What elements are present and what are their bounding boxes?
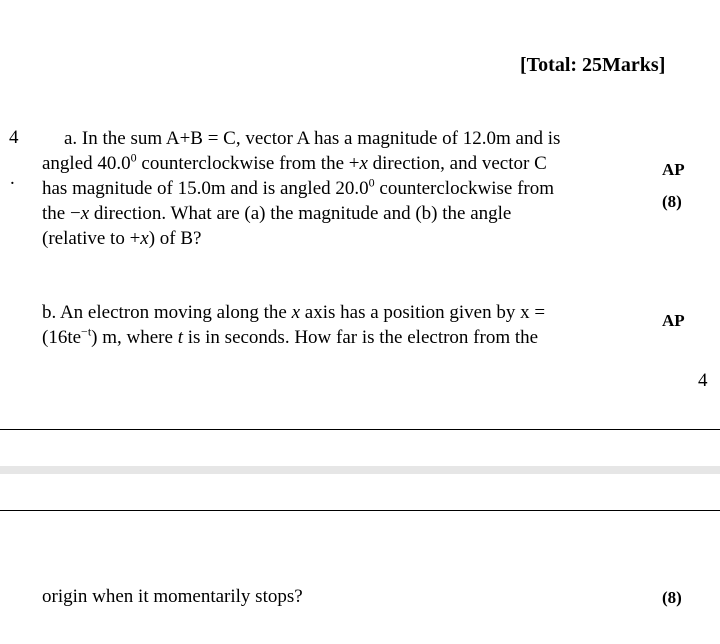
- part-b-line-2-text: (16te: [42, 327, 82, 348]
- x-variable: x: [140, 228, 149, 249]
- x-variable: x: [80, 203, 90, 224]
- part-b-line-2-text-c: is in seconds. How far is the electron from the: [182, 327, 539, 348]
- page-number: 4: [698, 370, 708, 391]
- part-a-tag: AP: [662, 160, 685, 179]
- part-b-line-2-text-b: ) m, where: [91, 327, 178, 348]
- degree-superscript: 0: [368, 175, 375, 190]
- part-a-line-4-text-b: direction. What are (a) the magnitude and (b) the angle: [89, 203, 512, 224]
- page-break-gap: [0, 466, 720, 474]
- part-a-line-5-text-b: ) of B?: [148, 228, 202, 249]
- part-b-line-2: [42, 325, 545, 350]
- exponent-superscript: −t: [81, 324, 92, 339]
- part-a-line-5-text: (relative to +: [42, 228, 141, 249]
- part-a-line-2-text: angled 40.0: [42, 153, 131, 174]
- part-a-line-2: [42, 151, 560, 176]
- part-a-line-2-text-b: counterclockwise from the +: [136, 153, 360, 174]
- part-a-line-3: [42, 176, 560, 201]
- degree-superscript: 0: [130, 150, 137, 165]
- question-number-dot: .: [10, 168, 15, 189]
- t-variable: t: [177, 327, 183, 348]
- part-a-line-4-text: the −: [42, 203, 81, 224]
- part-a-marks: (8): [662, 192, 682, 211]
- x-variable: x: [291, 302, 301, 323]
- part-b-line-1-text-b: axis has a position given by x =: [300, 302, 546, 323]
- part-a-line-3-text: has magnitude of 15.0m and is angled 20.0: [42, 178, 369, 199]
- page-top-rule: [0, 510, 720, 511]
- total-marks: [Total: 25Marks]: [520, 54, 666, 76]
- part-b-continuation: origin when it momentarily stops?: [42, 586, 303, 607]
- part-a-line-5: [42, 226, 560, 251]
- part-b-line-1-text: b. An electron moving along the: [42, 302, 292, 323]
- question-part-a: [42, 126, 560, 251]
- part-b-line-1: [42, 300, 545, 325]
- question-number: 4: [9, 127, 19, 148]
- part-a-line-2-text-c: direction, and vector C: [367, 153, 547, 174]
- page-bottom-rule: [0, 429, 720, 430]
- x-variable: x: [359, 153, 368, 174]
- part-a-line-3-text-b: counterclockwise from: [374, 178, 555, 199]
- part-a-line-4: [42, 201, 560, 226]
- question-part-b: [42, 300, 545, 350]
- part-b-tag: AP: [662, 311, 685, 330]
- part-a-line-1: a. In the sum A+B = C, vector A has a magnitude of 12.0m and is: [64, 128, 561, 149]
- part-b-marks: (8): [662, 588, 682, 607]
